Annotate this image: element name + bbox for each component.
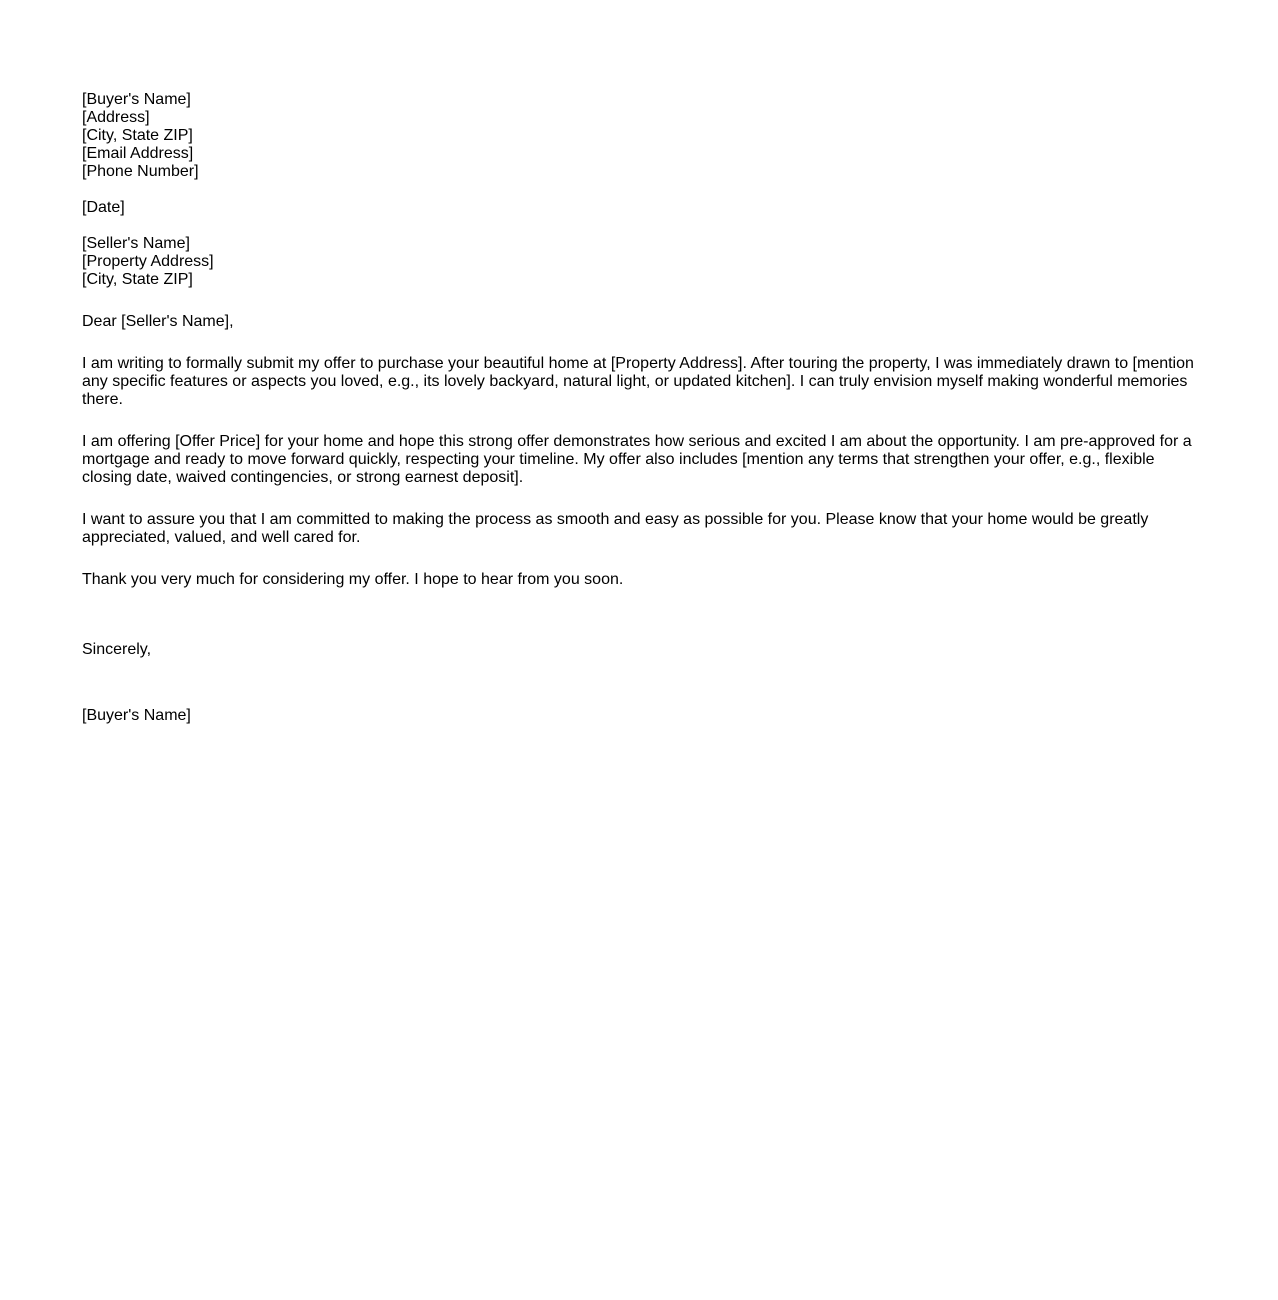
sender-phone: [Phone Number] <box>82 163 199 180</box>
body-paragraph-assurance: I want to assure you that I am committed to making the process as smooth and easy as possible for you. Please know that your home would be greatly appreciated, valued, and well cared for. <box>82 511 1149 546</box>
salutation: Dear [Seller's Name], <box>82 313 234 330</box>
signature-name: [Buyer's Name] <box>82 707 191 724</box>
sender-name: [Buyer's Name] <box>82 91 191 108</box>
recipient-property-address: [Property Address] <box>82 253 214 270</box>
sender-email: [Email Address] <box>82 145 194 162</box>
recipient-name: [Seller's Name] <box>82 235 190 252</box>
closing: Sincerely, <box>82 641 152 658</box>
sender-address: [Address] <box>82 109 150 126</box>
letter-date <box>82 199 1202 217</box>
recipient-city-state-zip: [City, State ZIP] <box>82 271 193 288</box>
body-paragraph-offer: I am offering [Offer Price] for your home and hope this strong offer demonstrates how serious and excited I am about the opportunity. I am pre-approved for a mortgage and ready to move forward quickly, respecting your timeline. My offer also includes [mention any terms that strengthen your offer, e.g., flexible closing date, waived contingencies, or strong earnest deposit]. <box>82 433 1192 486</box>
sender-address-block <box>82 91 1202 181</box>
date-text: [Date] <box>82 199 125 216</box>
recipient-address-block <box>82 235 1202 289</box>
body-paragraph-intro: I am writing to formally submit my offer to purchase your beautiful home at [Property Address]. After touring the property, I was immediately drawn to [mention any specific features or aspects you loved, e.g., its lovely backyard, natural light, or updated kitchen]. I can truly envision myself making wonderful memories there. <box>82 355 1194 408</box>
body-paragraph-thanks: Thank you very much for considering my offer. I hope to hear from you soon. <box>82 571 624 588</box>
sender-city-state-zip: [City, State ZIP] <box>82 127 193 144</box>
offer-letter <box>82 91 1202 725</box>
